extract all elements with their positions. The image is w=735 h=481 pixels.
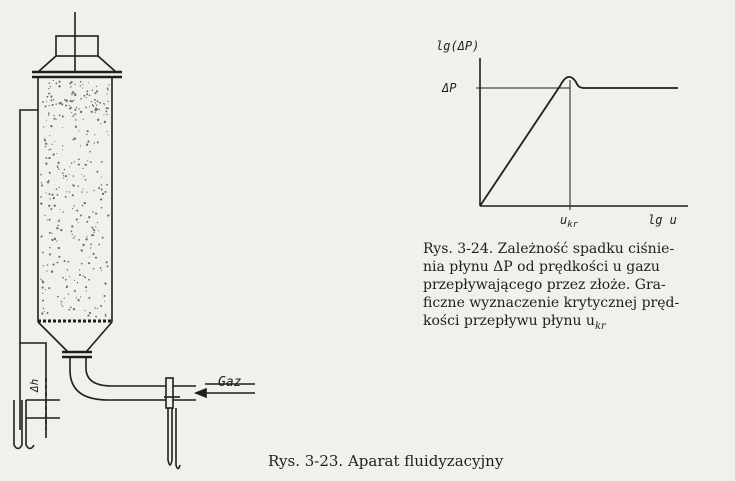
delta-h-label: Δh xyxy=(28,378,41,392)
caption-line: przepływającego przez złoże. Gra- xyxy=(423,277,666,293)
figure-3-23-caption: Rys. 3-23. Aparat fluidyzacyjny xyxy=(268,452,504,470)
x-axis-label: lg u xyxy=(648,213,677,227)
pressure-drop-graph xyxy=(420,30,720,230)
ukr-label: $u_{kr}$ xyxy=(560,213,579,230)
pressure-drop-curve xyxy=(480,77,678,206)
figure-3-24-caption xyxy=(423,240,723,336)
bed-particles xyxy=(40,80,109,318)
delta-p-label: ΔP xyxy=(442,81,457,95)
caption-subscript: kr xyxy=(594,320,606,332)
gas-label: Gaz xyxy=(218,375,242,390)
caption-line: Rys. 3-24. Zależność spadku ciśnie- xyxy=(423,241,675,257)
y-axis-label: lg(ΔP) xyxy=(436,39,480,53)
caption-line: kości przepływu płynu $u_{kr}$ xyxy=(423,313,606,332)
caption-line: nia płynu ΔP od prędkości u gazu xyxy=(423,259,660,275)
caption-line: ficzne wyznaczenie krytycznej pręd- xyxy=(423,295,680,311)
